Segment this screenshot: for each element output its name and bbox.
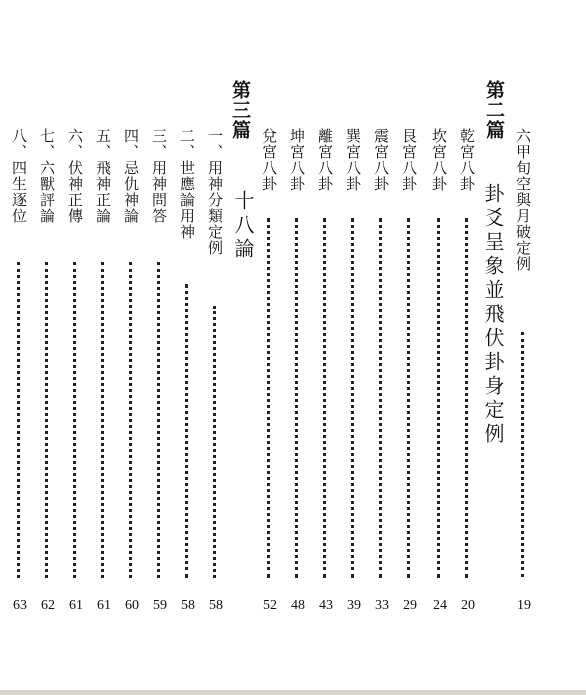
toc-entry-ch7: 七、六獸評論 [38, 128, 56, 224]
toc-entry-kun: 坤宮八卦 [288, 128, 306, 192]
dot-leader [157, 262, 160, 578]
page-number: 33 [375, 598, 389, 613]
toc-entry-qian: 乾宮八卦 [458, 128, 476, 192]
dot-leader [17, 262, 20, 578]
page-number: 39 [347, 598, 361, 613]
section-heading-3: 第三篇 [229, 80, 251, 140]
dot-leader [351, 218, 354, 578]
page-number: 61 [97, 598, 111, 613]
page-number: 52 [263, 598, 277, 613]
section-title-2: 卦爻呈象並飛伏卦身定例 [481, 183, 505, 447]
toc-entry-dui: 兌宮八卦 [260, 128, 278, 192]
page-number: 58 [181, 598, 195, 613]
dot-leader [379, 218, 382, 578]
dot-leader [267, 218, 270, 578]
toc-entry-liujia: 六甲旬空與月破定例 [514, 128, 532, 272]
page-number: 20 [461, 598, 475, 613]
dot-leader [521, 332, 524, 577]
page-number: 43 [319, 598, 333, 613]
dot-leader [407, 218, 410, 578]
toc-entry-ch8: 八、四生逐位 [10, 128, 28, 224]
toc-entry-kan: 坎宮八卦 [430, 128, 448, 192]
toc-entry-ch5: 五、飛神正論 [94, 128, 112, 224]
toc-entry-ch3: 三、用神問答 [150, 128, 168, 224]
dot-leader [45, 262, 48, 578]
toc-entry-li: 離宮八卦 [316, 128, 334, 192]
toc-entry-ch6: 六、伏神正傳 [66, 128, 84, 224]
page-number: 29 [403, 598, 417, 613]
dot-leader [101, 262, 104, 578]
dot-leader [295, 218, 298, 578]
page-number: 24 [433, 598, 447, 613]
section-heading-2: 第二篇 [483, 80, 505, 140]
page-number: 62 [41, 598, 55, 613]
dot-leader [213, 306, 216, 578]
dot-leader [129, 262, 132, 578]
page-number: 60 [125, 598, 139, 613]
toc-entry-ch4: 四、忌仇神論 [122, 128, 140, 224]
toc-entry-xun: 巽宮八卦 [344, 128, 362, 192]
dot-leader [437, 218, 440, 578]
toc-entry-gen: 艮宮八卦 [400, 128, 418, 192]
page-number: 48 [291, 598, 305, 613]
toc-entry-zhen: 震宮八卦 [372, 128, 390, 192]
toc-entry-ch2: 二、世應論用神 [178, 128, 196, 240]
page-number: 59 [153, 598, 167, 613]
toc-entry-ch1: 一、用神分類定例 [206, 128, 224, 256]
dot-leader [73, 262, 76, 578]
dot-leader [465, 218, 468, 578]
page-number: 58 [209, 598, 223, 613]
dot-leader [185, 284, 188, 578]
page-number: 19 [517, 598, 531, 613]
page-number: 63 [13, 598, 27, 613]
section-title-3: 十八論 [231, 190, 255, 262]
dot-leader [323, 218, 326, 578]
page-bottom-edge [0, 690, 586, 695]
page-number: 61 [69, 598, 83, 613]
